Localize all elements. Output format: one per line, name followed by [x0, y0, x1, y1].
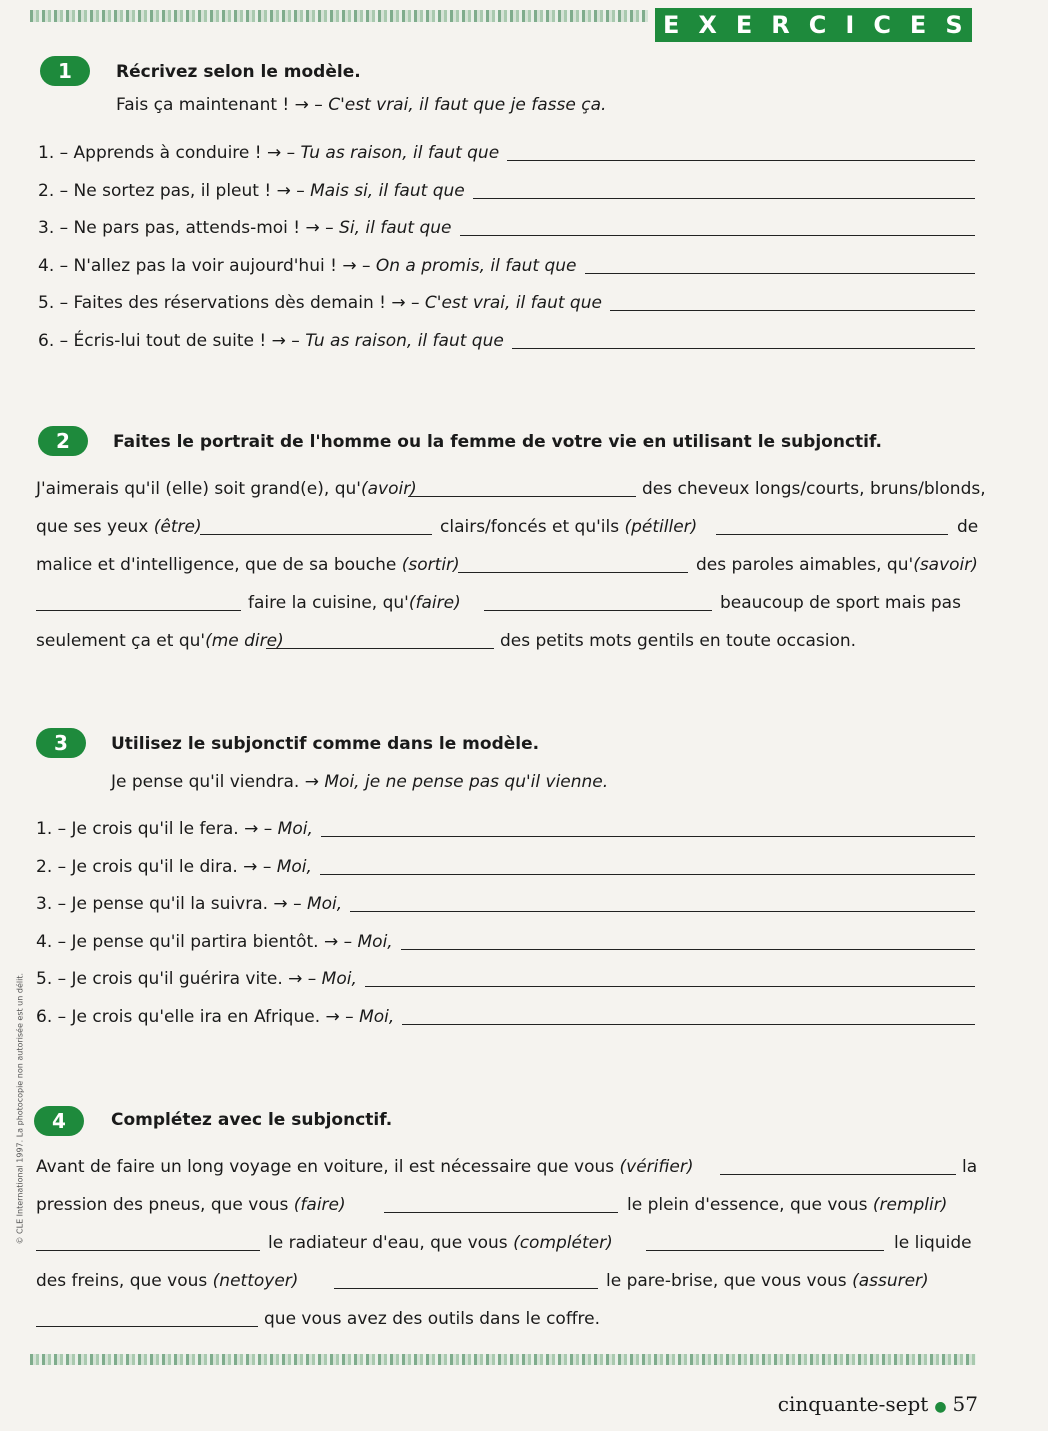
bottom-decorative-band: [30, 1354, 976, 1365]
ex3-answer-line[interactable]: [365, 986, 975, 987]
ex3-answer-line[interactable]: [402, 1024, 975, 1025]
ex4-text: le radiateur d'eau, que vous (compléter): [268, 1233, 613, 1253]
ex1-item: 5. – Faites des réservations dès demain ! → – C'est vrai, il faut que: [38, 293, 602, 314]
ex2-blank-2[interactable]: [200, 534, 432, 535]
exercise-2-badge: 2: [38, 426, 88, 456]
ex3-item: 1. – Je crois qu'il le fera. → – Moi,: [36, 819, 313, 839]
ex4-blank-3[interactable]: [36, 1250, 260, 1251]
ex4-text: que vous avez des outils dans le coffre.: [264, 1309, 601, 1329]
ex2-blank-3[interactable]: [716, 534, 948, 535]
ex3-answer-line[interactable]: [350, 911, 975, 912]
ex1-item: 4. – N'allez pas la voir aujourd'hui ! → – On a promis, il faut que: [38, 255, 577, 276]
ex1-answer-line[interactable]: [512, 348, 975, 349]
ex1-answer-line[interactable]: [473, 198, 975, 199]
ex2-text: beaucoup de sport mais pas: [720, 593, 961, 613]
ex1-answer-line[interactable]: [507, 160, 975, 161]
page-footer: cinquante-sept ● 57: [777, 1392, 978, 1416]
ex3-item: 3. – Je pense qu'il la suivra. → – Moi,: [36, 894, 343, 915]
ex3-item: 4. – Je pense qu'il partira bientôt. → – Moi,: [36, 931, 393, 952]
ex3-answer-line[interactable]: [320, 874, 975, 875]
ex2-text: seulement ça et qu'(me dire): [36, 631, 284, 651]
ex2-blank-6[interactable]: [484, 610, 712, 611]
top-decorative-band: [30, 10, 648, 22]
ex1-item: 2. – Ne sortez pas, il pleut ! → – Mais si, il faut que: [38, 180, 465, 201]
exercise-3-model: Je pense qu'il viendra. → Moi, je ne pense pas qu'il vienne.: [111, 772, 609, 792]
ex1-item: 3. – Ne pars pas, attends-moi ! → – Si, il faut que: [38, 218, 452, 239]
ex4-text: la: [962, 1157, 978, 1177]
ex4-blank-2[interactable]: [384, 1212, 618, 1213]
ex3-item: 6. – Je crois qu'elle ira en Afrique. → – Moi,: [36, 1007, 395, 1027]
ex4-text: le pare-brise, que vous vous (assurer): [606, 1271, 929, 1291]
bullet-icon: ●: [934, 1399, 947, 1415]
ex2-blank-1[interactable]: [408, 496, 636, 497]
exercise-3-title: Utilisez le subjonctif comme dans le modèle.: [111, 734, 540, 754]
ex2-text: des cheveux longs/courts, bruns/blonds,: [642, 479, 986, 499]
ex4-text: pression des pneus, que vous (faire): [36, 1195, 346, 1215]
ex1-answer-line[interactable]: [610, 310, 975, 311]
ex1-item: 6. – Écris-lui tout de suite ! → – Tu as raison, il faut que: [38, 331, 504, 351]
ex2-text: de: [957, 517, 979, 537]
exercise-1-title: Récrivez selon le modèle.: [116, 62, 361, 82]
exercise-2-title: Faites le portrait de l'homme ou la femme de votre vie en utilisant le subjonctif.: [113, 432, 882, 452]
ex4-blank-4[interactable]: [646, 1250, 884, 1251]
exercise-3-badge: 3: [36, 728, 86, 758]
copyright-notice: © CLE International 1997. La photocopie non autorisée est un délit.: [15, 973, 25, 1245]
ex4-blank-1[interactable]: [720, 1174, 956, 1175]
exercise-1-model: Fais ça maintenant ! → – C'est vrai, il faut que je fasse ça.: [116, 95, 607, 115]
ex2-text: des paroles aimables, qu'(savoir): [696, 555, 978, 575]
ex2-text: clairs/foncés et qu'ils (pétiller): [440, 517, 698, 537]
ex1-answer-line[interactable]: [460, 235, 975, 236]
ex4-text: le plein d'essence, que vous (remplir): [627, 1195, 948, 1215]
ex2-text: des petits mots gentils en toute occasion.: [500, 631, 857, 651]
ex2-text: J'aimerais qu'il (elle) soit grand(e), qu'(avoir): [36, 479, 417, 499]
ex3-item: 5. – Je crois qu'il guérira vite. → – Moi,: [36, 969, 357, 990]
ex4-text: Avant de faire un long voyage en voiture, il est nécessaire que vous (vérifier): [36, 1157, 694, 1177]
ex2-text: malice et d'intelligence, que de sa bouche (sortir): [36, 555, 460, 575]
ex2-text: faire la cuisine, qu'(faire): [248, 593, 461, 613]
exercise-4-title: Complétez avec le subjonctif.: [111, 1110, 393, 1130]
ex1-answer-line[interactable]: [585, 273, 975, 274]
ex4-text: le liquide: [894, 1233, 972, 1253]
ex4-blank-6[interactable]: [36, 1326, 258, 1327]
exercise-1-badge: 1: [40, 56, 90, 86]
ex2-blank-7[interactable]: [266, 648, 494, 649]
ex4-blank-5[interactable]: [334, 1288, 598, 1289]
exercise-4-badge: 4: [34, 1106, 84, 1136]
section-header: EXERCICES: [655, 8, 972, 42]
ex2-blank-4[interactable]: [458, 572, 688, 573]
ex3-item: 2. – Je crois qu'il le dira. → – Moi,: [36, 856, 312, 877]
ex1-item: 1. – Apprends à conduire ! → – Tu as raison, il faut que: [38, 143, 500, 163]
ex2-text: que ses yeux (être): [36, 517, 202, 537]
ex3-answer-line[interactable]: [401, 949, 975, 950]
ex4-text: des freins, que vous (nettoyer): [36, 1271, 299, 1291]
ex3-answer-line[interactable]: [321, 836, 975, 837]
ex2-blank-5[interactable]: [36, 610, 241, 611]
